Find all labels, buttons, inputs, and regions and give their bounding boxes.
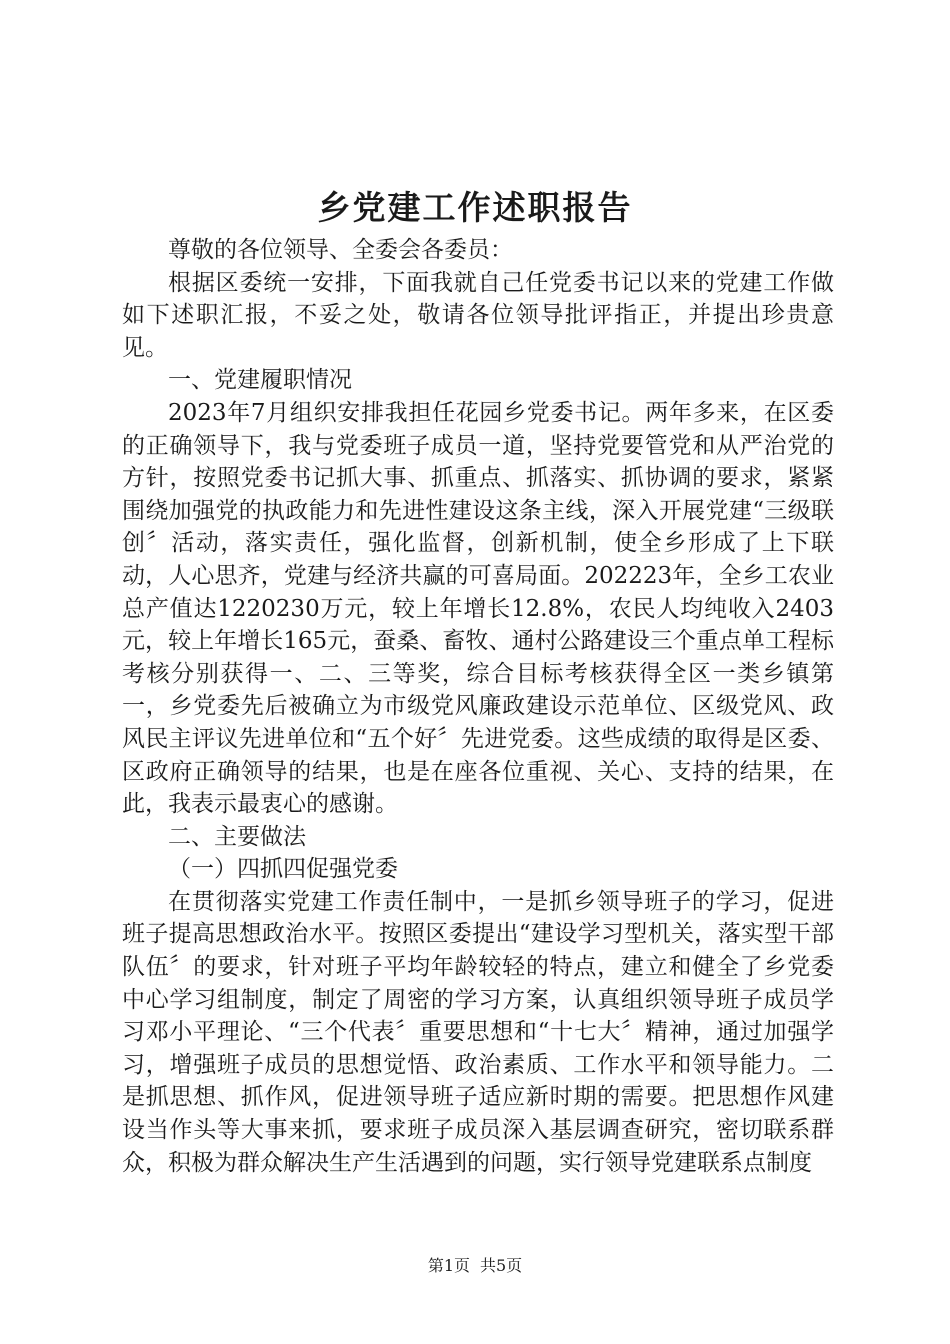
performance-paragraph: 2023年7月组织安排我担任花园乡党委书记。两年多来，在区委的正确领导下，我与党委班子成员一道，坚持党要管党和从严治党的方针，按照党委书记抓大事、抓重点、抓落实、抓协调的要求，紧紧围绕加强党的执政能力和先进性建设这条主线，深入开展党建“三级联创〞活动，落实责任，强化监督，创新机制，使全乡形成了上下联动，人心思齐，党建与经济共赢的可喜局面。202223年，全乡工农业总产值达1220230万元，较上年增长12.8%，农民人均纯收入2403元，较上年增长165元，蚕桑、畜牧、通村公路建设三个重点单工程标考核分别获得一、二、三等奖，综合目标考核获得全区一类乡镇第一，乡党委先后被确立为市级党风廉政建设示范单位、区级党风、政风民主评议先进单位和“五个好〞先进党委。这些成绩的取得是区委、区政府正确领导的结果，也是在座各位重视、关心、支持的结果，在此，我表示最衷心的感谢。 (122, 399, 834, 818)
methods-paragraph: 在贯彻落实党建工作责任制中，一是抓乡领导班子的学习，促进班子提高思想政治水平。按照区委提出“建设学习型机关，落实型干部队伍〞的要求，针对班子平均年龄较轻的特点，建立和健全了乡党委中心学习组制度，制定了周密的学习方案，认真组织领导班子成员学习邓小平理论、“三个代表〞重要思想和“十七大〞精神，通过加强学习，增强班子成员的思想觉悟、政治素质、工作水平和领导能力。二是抓思想、抓作风，促进领导班子适应新时期的需要。把思想作风建设当作头等大事来抓，要求班子成员深入基层调查研究，密切联系群众，积极为群众解决生产生活遇到的问题，实行领导党建联系点制度 (122, 888, 834, 1176)
intro-paragraph: 根据区委统一安排，下面我就自己任党委书记以来的党建工作做如下述职汇报，不妥之处，敬请各位领导批评指正，并提出珍贵意见。 (122, 269, 834, 361)
document-body (122, 234, 834, 1179)
section-heading-1: 一、党建履职情况 (168, 367, 352, 394)
page-footer (0, 1255, 950, 1277)
page-total: 共5页 (480, 1256, 523, 1275)
salutation-paragraph: 尊敬的各位领导、全委会各委员： (168, 237, 513, 263)
page-number: 第1页 (427, 1256, 470, 1275)
section-heading-2: 二、主要做法 (168, 823, 306, 850)
subsection-heading-1: （一）四抓四促强党委 (168, 856, 398, 883)
document-title: 乡党建工作述职报告 (317, 188, 633, 227)
